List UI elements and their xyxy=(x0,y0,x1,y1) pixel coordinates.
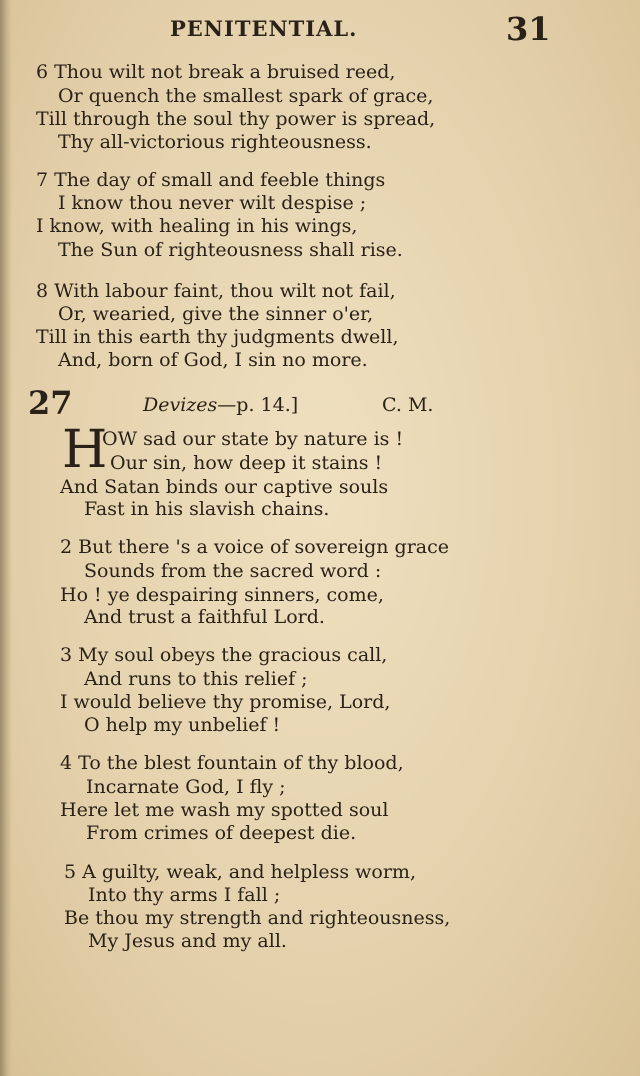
verse-line: Into thy arms I fall ; xyxy=(88,884,281,906)
verse-line: And runs to this relief ; xyxy=(84,668,308,690)
verse-line: 4 To the blest fountain of thy blood, xyxy=(60,752,404,774)
verse-line: 7 The day of small and feeble things xyxy=(36,169,386,191)
hymn-number: 27 xyxy=(28,384,73,422)
verse-line: And, born of God, I sin no more. xyxy=(58,349,368,371)
verse-line: Be thou my strength and righteousness, xyxy=(64,907,451,929)
running-head: PENITENTIAL. xyxy=(170,16,358,41)
verse-line: Till in this earth thy judgments dwell, xyxy=(36,326,399,348)
verse-line: Or, wearied, give the sinner o'er, xyxy=(58,303,374,325)
verse-line: OW sad our state by nature is ! xyxy=(102,428,404,450)
verse-line: Thy all-victorious righteousness. xyxy=(58,131,372,153)
verse-line: I know thou never wilt despise ; xyxy=(58,192,367,214)
meter: C. M. xyxy=(382,394,434,416)
verse-line: From crimes of deepest die. xyxy=(86,822,357,844)
verse-line: Or quench the smallest spark of grace, xyxy=(58,85,434,107)
verse-line: Fast in his slavish chains. xyxy=(84,498,330,520)
verse-line: 5 A guilty, weak, and helpless worm, xyxy=(64,861,416,883)
drop-cap: H xyxy=(62,420,108,480)
verse-line: And Satan binds our captive souls xyxy=(60,476,389,498)
page-number: 31 xyxy=(506,10,551,48)
verse-line: My Jesus and my all. xyxy=(88,930,287,952)
verse-line: 3 My soul obeys the gracious call, xyxy=(60,644,388,666)
verse-line: 2 But there 's a voice of sovereign grace xyxy=(60,536,450,558)
verse-line: Sounds from the sacred word : xyxy=(84,560,382,582)
verse-line: 8 With labour faint, thou wilt not fail, xyxy=(36,280,396,302)
verse-line: I know, with healing in his wings, xyxy=(36,215,358,237)
verse-line: Our sin, how deep it stains ! xyxy=(110,452,383,474)
page-spine-shadow xyxy=(0,0,12,1076)
verse-line: O help my unbelief ! xyxy=(84,714,281,736)
verse-line: Till through the soul thy power is spread, xyxy=(36,108,436,130)
verse-line: Ho ! ye despairing sinners, come, xyxy=(60,584,384,606)
verse-line: And trust a faithful Lord. xyxy=(84,606,325,628)
verse-line: The Sun of righteousness shall rise. xyxy=(58,239,403,261)
page-header xyxy=(0,10,640,50)
tune-page-ref: —p. 14.] xyxy=(217,394,299,416)
verse-line: 6 Thou wilt not break a bruised reed, xyxy=(36,61,396,83)
verse-line: Incarnate God, I fly ; xyxy=(86,776,286,798)
verse-line: Here let me wash my spotted soul xyxy=(60,799,389,821)
tune-reference xyxy=(143,394,298,416)
tune-name: Devizes xyxy=(143,394,218,416)
verse-line: I would believe thy promise, Lord, xyxy=(60,691,391,713)
